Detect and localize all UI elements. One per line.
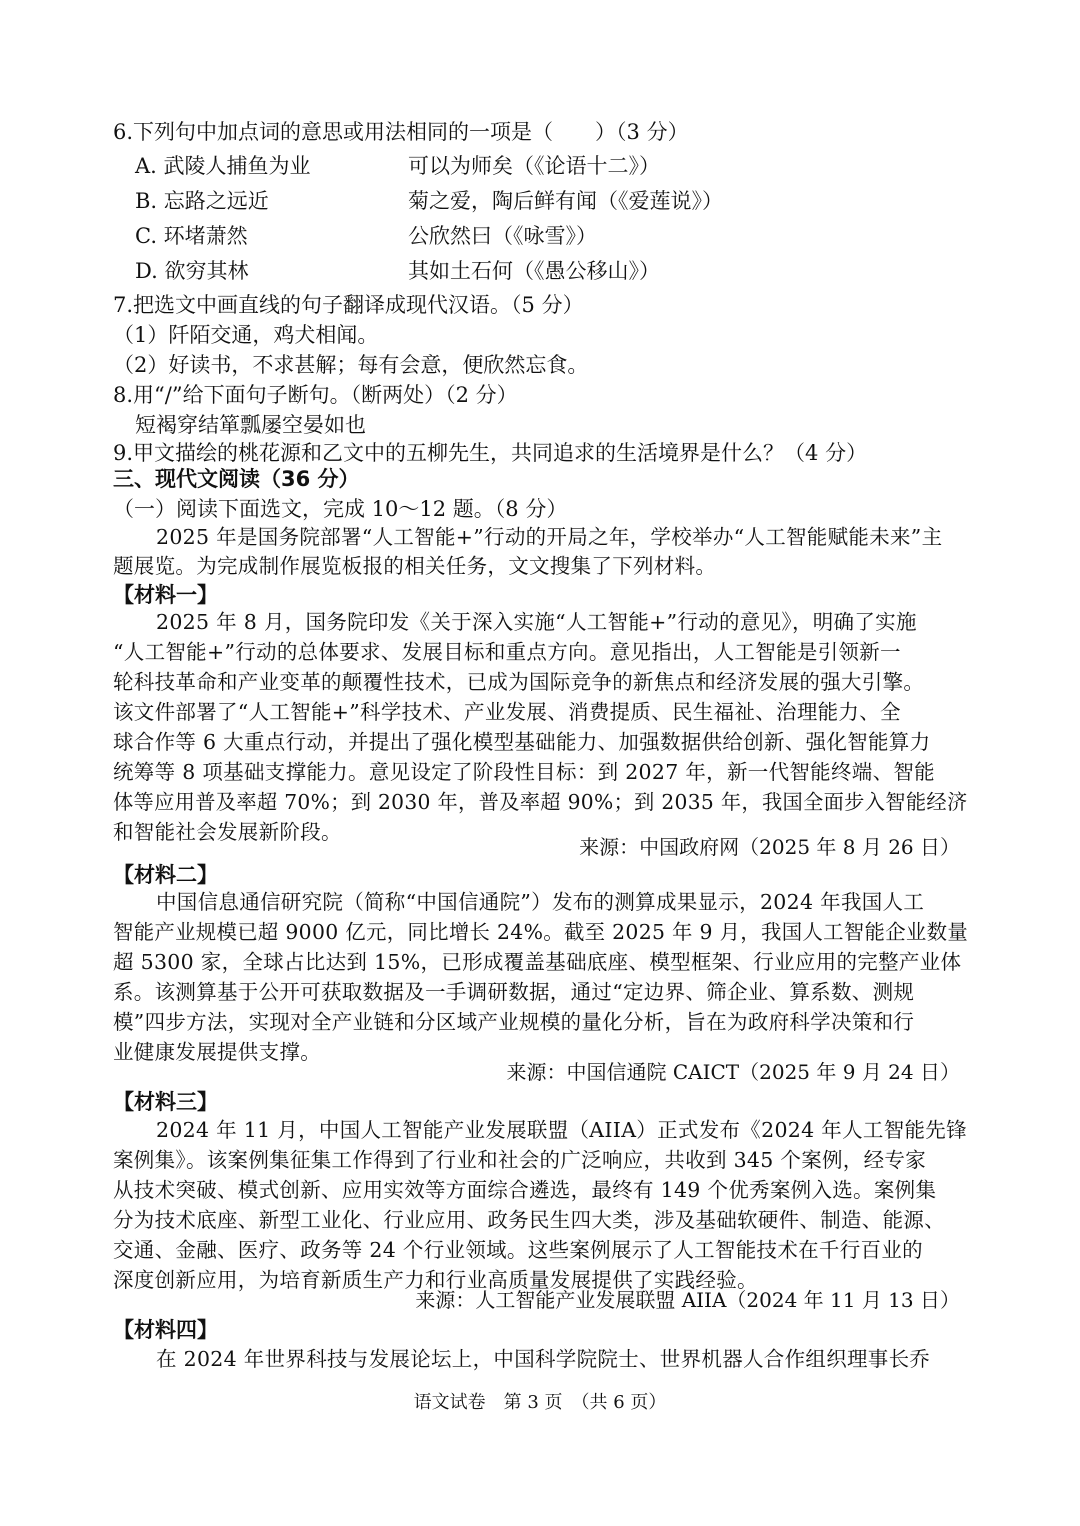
material-2-line: 中国信息通信研究院（简称“中国信通院”）发布的测算成果显示，2024 年我国人工 [156,890,925,914]
material-2-line: 模”四步方法，实现对全产业链和分区域产业规模的量化分析，旨在为政府科学决策和行 [113,1010,915,1034]
q8-stem: 8.用“/”给下面句子断句。（断两处）（2 分） [113,383,518,407]
page-footer: 语文试卷 第 3 页 （共 6 页） [413,1392,667,1413]
material-3-line: 2024 年 11 月，中国人工智能产业发展联盟（AIIA）正式发布《2024 年人工智能先锋 [156,1118,967,1142]
q6-stem: 6.下列句中加点词的意思或用法相同的一项是（ ）（3 分） [113,120,689,144]
material-3-line: 分为技术底座、新型工业化、行业应用、政务民生四大类，涉及基础软硬件、制造、能源、 [113,1208,945,1232]
material-2-line: 超 5300 家，全球占比达到 15%，已形成覆盖基础底座、模型框架、行业应用的完整产业体 [113,950,962,974]
material-3-line: 深度创新应用，为培育新质生产力和行业高质量发展提供了实践经验。 [113,1268,758,1292]
intro-line-1: 2025 年是国务院部署“人工智能+”行动的开局之年，学校举办“人工智能赋能未来”主 [156,525,943,549]
material-2-line: 系。该测算基于公开可获取数据及一手调研数据，通过“定边界、筛企业、算系数、测规 [113,980,915,1004]
q6-option-a-left: A. 武陵人捕鱼为业 [135,154,311,178]
material-4-line: 在 2024 年世界科技与发展论坛上，中国科学院院士、世界机器人合作组织理事长乔 [156,1347,931,1371]
material-1-line: 统筹等 8 项基础支撑能力。意见设定了阶段性目标：到 2027 年，新一代智能终端、智能 [113,760,935,784]
material-4-heading: 【材料四】 [113,1318,218,1342]
material-2-source: 来源：中国信通院 CAICT（2025 年 9 月 24 日） [506,1060,960,1084]
q8-sentence: 短褐穿结箪瓢屡空晏如也 [135,413,366,437]
q6-option-a-right: 可以为师矣（《论语十二》） [408,154,660,178]
q6-option-c-right: 公欣然曰（《咏雪》） [408,224,597,248]
material-1-line: 轮科技革命和产业变革的颠覆性技术，已成为国际竞争的新焦点和经济发展的强大引擎。 [113,670,925,694]
material-1-line: 和智能社会发展新阶段。 [113,820,342,844]
section3-title: 三、现代文阅读（36 分） [113,467,360,491]
material-3-line: 案例集》。该案例集征集工作得到了行业和社会的广泛响应，共收到 345 个案例，经专家 [113,1148,927,1172]
material-1-line: 球合作等 6 大重点行动，并提出了强化模型基础能力、加强数据供给创新、强化智能算力 [113,730,931,754]
material-1-line: 2025 年 8 月，国务院印发《关于深入实施“人工智能+”行动的意见》，明确了实施 [156,610,917,634]
q9-stem: 9.甲文描绘的桃花源和乙文中的五柳先生，共同追求的生活境界是什么？（4 分） [113,441,868,465]
q6-option-b-left: B. 忘路之远近 [135,189,269,213]
material-1-heading: 【材料一】 [113,583,218,607]
q6-option-d-left: D. 欲穷其林 [135,259,249,283]
material-2-line: 智能产业规模已超 9000 亿元，同比增长 24%。截至 2025 年 9 月，我国人工智能企业数量 [113,920,969,944]
material-2-line: 业健康发展提供支撑。 [113,1040,321,1064]
material-2-heading: 【材料二】 [113,863,218,887]
q7-item-2: （2）好读书，不求甚解；每有会意，便欣然忘食。 [113,353,589,377]
material-3-heading: 【材料三】 [113,1090,218,1114]
q7-stem: 7.把选文中画直线的句子翻译成现代汉语。（5 分） [113,293,584,317]
material-3-source: 来源：人工智能产业发展联盟 AIIA（2024 年 11 月 13 日） [415,1288,960,1312]
q7-item-1: （1）阡陌交通，鸡犬相闻。 [113,323,379,347]
section3-subtitle: （一）阅读下面选文，完成 10～12 题。（8 分） [113,497,568,521]
material-3-line: 交通、金融、医疗、政务等 24 个行业领域。这些案例展示了人工智能技术在千行百业的 [113,1238,923,1262]
material-1-line: 该文件部署了“人工智能+”科学技术、产业发展、消费提质、民生福祉、治理能力、全 [113,700,901,724]
material-3-line: 从技术突破、模式创新、应用实效等方面综合遴选，最终有 149 个优秀案例入选。案例集 [113,1178,937,1202]
material-1-line: 体等应用普及率超 70%；到 2030 年，普及率超 90%；到 2035 年，我国全面步入智能经济 [113,790,968,814]
q6-option-c-left: C. 环堵萧然 [135,224,248,248]
material-1-source: 来源：中国政府网（2025 年 8 月 26 日） [579,835,960,859]
q6-option-b-right: 菊之爱，陶后鲜有闻（《爱莲说》） [408,189,723,213]
q6-option-d-right: 其如土石何（《愚公移山》） [408,259,660,283]
material-1-line: “人工智能+”行动的总体要求、发展目标和重点方向。意见指出，人工智能是引领新一 [113,640,901,664]
intro-line-2: 题展览。为完成制作展览板报的相关任务，文文搜集了下列材料。 [113,554,717,578]
